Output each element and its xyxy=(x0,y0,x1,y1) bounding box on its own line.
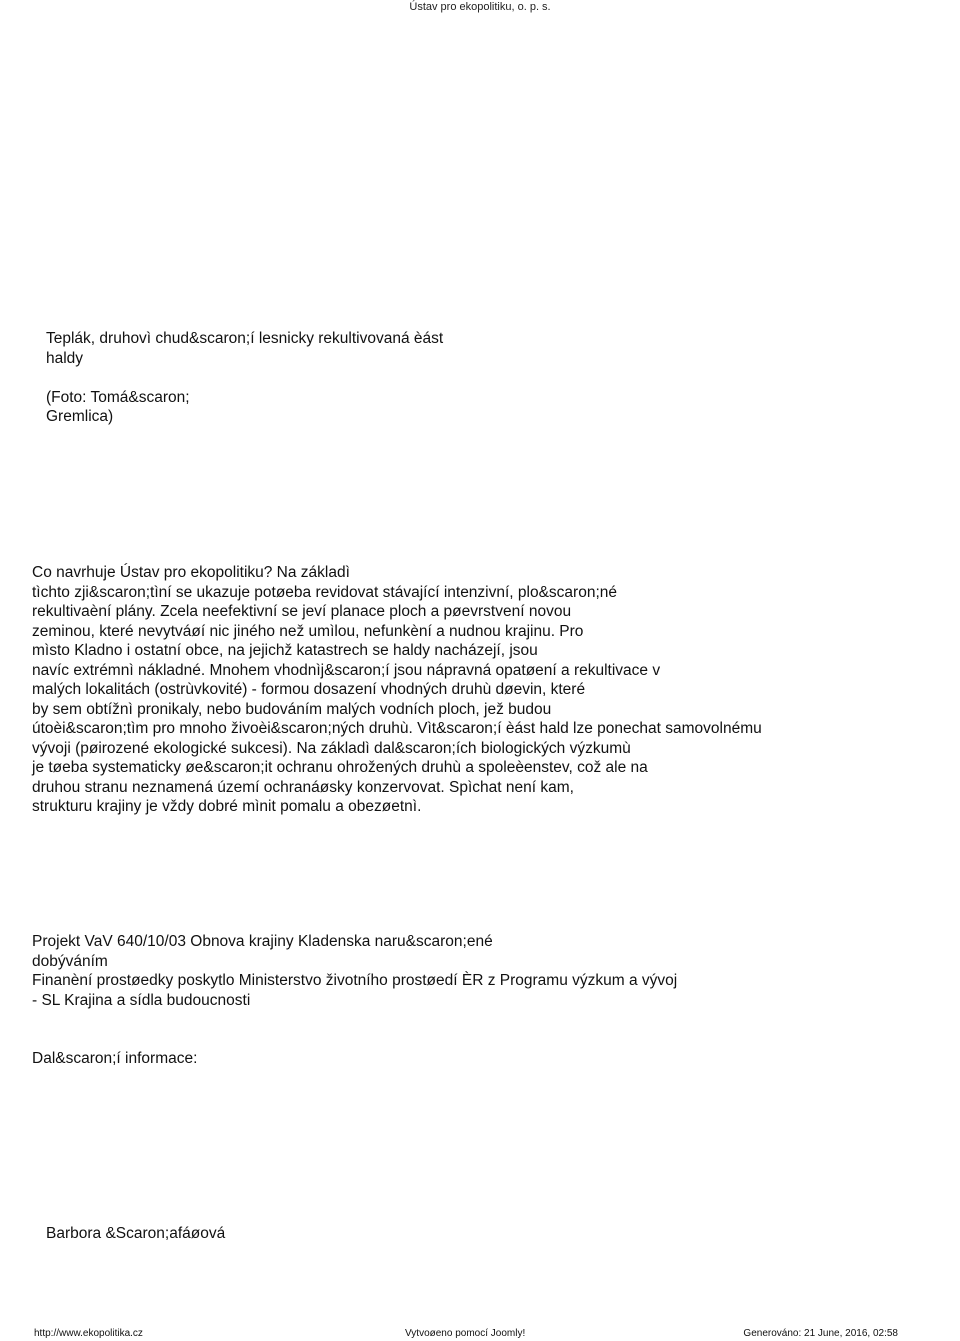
author-name: Barbora &Scaron;afáøová xyxy=(46,1225,226,1242)
body-line: tìchto zji&scaron;tìní se ukazuje potøeba revidovat stávající intenzivní, plo&scaron;né xyxy=(32,583,618,601)
project-line: - SL Krajina a sídla budoucnosti xyxy=(32,991,251,1009)
body-line: rekultivaèní plány. Zcela neefektivní se jeví planace ploch a pøevrstvení novou xyxy=(32,603,572,620)
body-line: navíc extrémnì nákladné. Mnohem vhodnìj&scaron;í jsou nápravná opatøení a rekultivace v xyxy=(32,661,661,679)
body-line: útoèi&scaron;tìm pro mnoho živoèi&scaron;ných druhù. Vìt&scaron;í èást hald lze ponechat samovolnému xyxy=(32,720,762,737)
body-line: strukturu krajiny je vždy dobré mìnit pomalu a obezøetnì. xyxy=(32,798,422,815)
project-line: dobýváním xyxy=(32,952,108,970)
footer-generated: Generováno: 21 June, 2016, 02:58 xyxy=(743,1328,898,1339)
caption-line: haldy xyxy=(46,349,84,367)
credit-line: Gremlica) xyxy=(46,408,114,425)
footer-made-with: Vytvoøeno pomocí Joomly! xyxy=(405,1328,526,1339)
photo-caption xyxy=(46,329,516,427)
body-line: druhou stranu neznamená území ochranáøsky konzervovat. Spìchat není kam, xyxy=(32,778,574,796)
footer-url[interactable]: http://www.ekopolitika.cz xyxy=(34,1328,143,1339)
body-line: Co navrhuje Ústav pro ekopolitiku? Na základì xyxy=(32,564,350,581)
body-line: by sem obtížnì pronikaly, nebo budováním malých vodních ploch, jež budou xyxy=(32,700,552,718)
more-info-heading: Dal&scaron;í informace: xyxy=(32,1050,198,1067)
caption-line: Teplák, druhovì chud&scaron;í lesnicky rekultivovaná èást xyxy=(46,330,444,347)
body-line: malých lokalitách (ostrùvkovité) - formou dosazení vhodných druhù døevin, které xyxy=(32,681,586,698)
project-line: Projekt VaV 640/10/03 Obnova krajiny Kladenska naru&scaron;ené xyxy=(32,933,493,950)
page-header-title: Ústav pro ekopolitiku, o. p. s. xyxy=(409,1,551,13)
credit-line: (Foto: Tomá&scaron; xyxy=(46,388,190,406)
body-line: je tøeba systematicky øe&scaron;it ochranu ohrožených druhù a spoleèenstev, což ale na xyxy=(32,759,648,776)
project-info xyxy=(32,932,932,1010)
project-line: Finanèní prostøedky poskytlo Ministerstvo životního prostøedí ÈR z Programu výzkum a vývoj xyxy=(32,972,678,989)
article-body xyxy=(32,563,932,817)
body-line: zeminou, které nevytváøí nic jiného než umìlou, nefunkèní a nudnou krajinu. Pro xyxy=(32,622,584,640)
body-line: mìsto Kladno i ostatní obce, na jejichž katastrech se haldy nacházejí, jsou xyxy=(32,642,538,659)
photo-credit xyxy=(46,388,516,427)
page-footer xyxy=(0,1326,960,1341)
caption-text xyxy=(46,329,516,368)
body-line: vývoji (pøirozené ekologické sukcesi). Na základì dal&scaron;ích biologických výzkumù xyxy=(32,739,631,757)
